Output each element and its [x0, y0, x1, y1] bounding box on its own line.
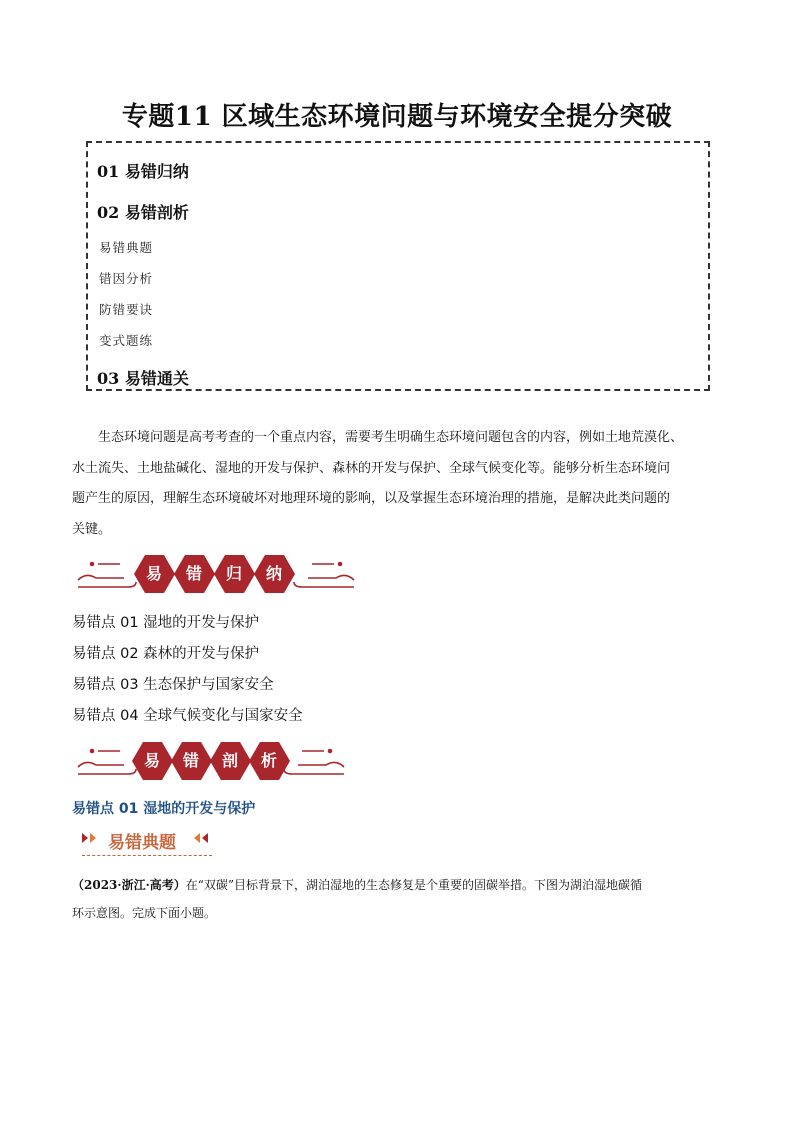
- intro-line-2: 水土流失、土地盐碱化、湿地的开发与保护、森林的开发与保护、全球气候变化等。能够分析生态环境问: [72, 460, 671, 476]
- banner-char-1: 易: [145, 564, 162, 583]
- toc-sub-1: 易错典题: [99, 240, 154, 255]
- intro-line-4: 关键。: [72, 521, 112, 537]
- error-point-3: 易错点 03 生态保护与国家安全: [72, 677, 274, 693]
- toc-sub-2: 错因分析: [99, 271, 154, 286]
- error-point-1: 易错点 01 湿地的开发与保护: [72, 615, 260, 631]
- question-text: [72, 871, 732, 927]
- toc-sub-4: 变式题练: [99, 333, 154, 348]
- question-source: （2023·浙江·高考）: [72, 878, 186, 892]
- sub-banner-typical-question: [82, 824, 214, 858]
- section-banner-analysis: [76, 739, 356, 783]
- banner-char-3: 归: [225, 564, 242, 583]
- error-point-4: 易错点 04 全球气候变化与国家安全: [72, 708, 303, 724]
- error-point-heading: 易错点 01 湿地的开发与保护: [72, 801, 256, 817]
- intro-line-3: 题产生的原因，理解生态环境破坏对地理环境的影响，以及掌握生态环境治理的措施，是解决此类问题的: [72, 491, 671, 506]
- banner-char-4: 纳: [265, 564, 282, 583]
- banner-char-4: 析: [260, 751, 277, 770]
- banner-char-2: 错: [182, 751, 199, 770]
- banner-char-1: 易: [143, 751, 160, 770]
- section-banner-summary: [76, 552, 356, 596]
- sub-banner-underline: [82, 855, 212, 856]
- toc-section-1: 01 易错归纳: [97, 162, 189, 181]
- toc-section-3: 03 易错通关: [97, 369, 189, 388]
- intro-paragraph: [72, 423, 732, 545]
- intro-line-1: 生态环境问题是高考考查的一个重点内容，需要考生明确生态环境问题包含的内容，例如土地荒漠化、: [98, 430, 684, 445]
- question-body-2: 环示意图。完成下面小题。: [72, 906, 217, 920]
- banner-char-2: 错: [185, 564, 202, 583]
- sub-banner-label: 易错典题: [108, 833, 176, 853]
- error-point-2: 易错点 02 森林的开发与保护: [72, 646, 260, 662]
- toc-section-2: 02 易错剖析: [97, 203, 189, 222]
- question-body-1: 在“双碳”目标背景下，湖泊湿地的生态修复是个重要的固碳举措。下图为湖泊湿地碳循: [185, 878, 643, 892]
- question-line-1: [72, 871, 732, 899]
- toc-sub-3: 防错要诀: [99, 302, 154, 317]
- table-of-contents: [86, 141, 710, 391]
- page-title: 专题11 区域生态环境问题与环境安全提分突破: [121, 102, 673, 132]
- banner-char-3: 剖: [221, 751, 238, 770]
